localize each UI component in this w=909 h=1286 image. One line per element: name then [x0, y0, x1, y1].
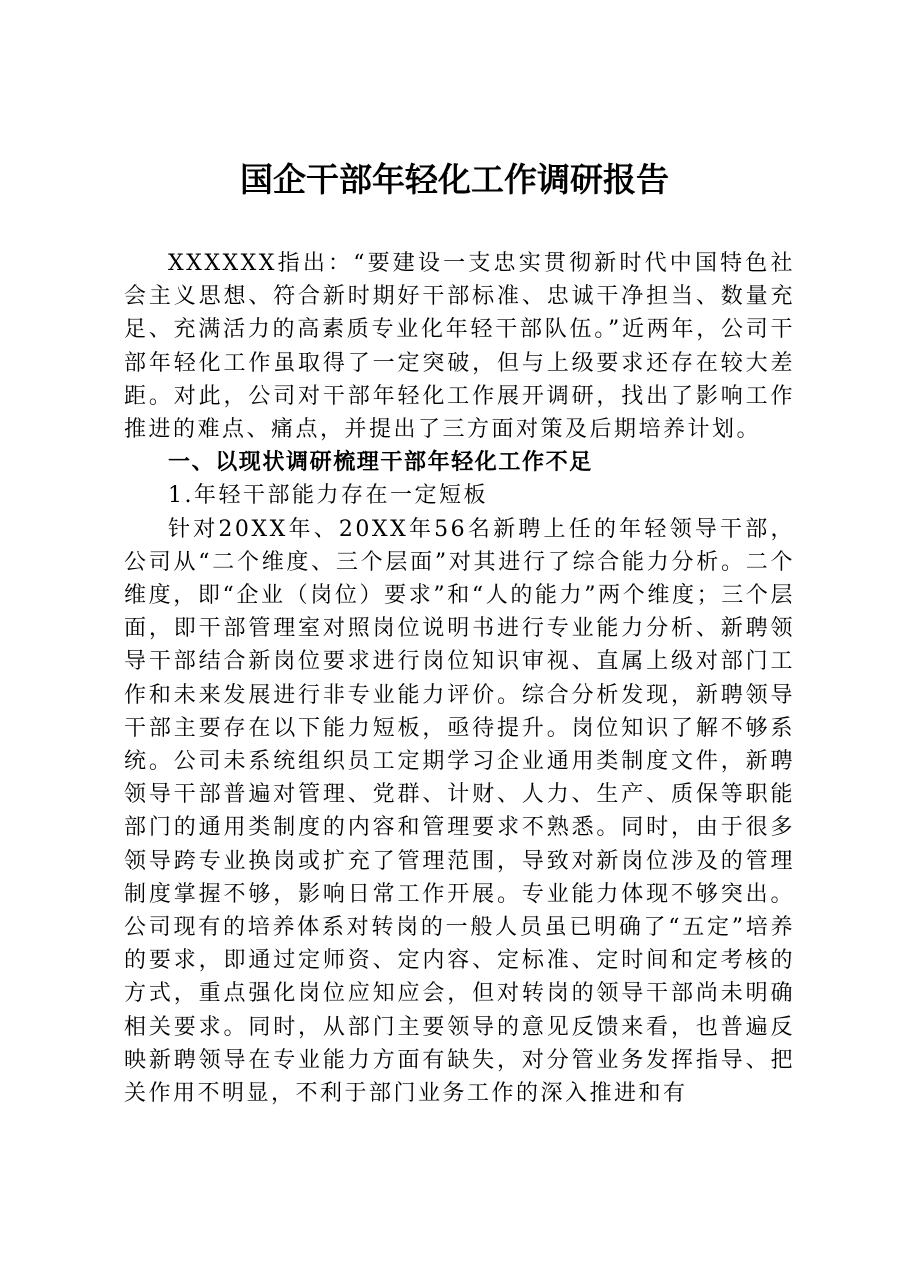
- document-body: [124, 247, 795, 1110]
- section-heading: 一、以现状调研梳理干部年轻化工作不足: [168, 450, 593, 476]
- subsection-heading: 1.年轻干部能力存在一定短板: [168, 483, 488, 509]
- document-title: 国企干部年轻化工作调研报告: [240, 160, 669, 199]
- intro-paragraph: XXXXXX指出：“要建设一支忠实贯彻新时代中国特色社会主义思想、符合新时期好干部标准、忠诚干净担当、数量充足、充满活力的高素质专业化年轻干部队伍。”近两年，公司干部年轻化工作虽取得了一定突破，但与上级要求还存在较大差距。对此，公司对干部年轻化工作展开调研，找出了影响工作推进的难点、痛点，并提出了三方面对策及后期培养计划。: [124, 251, 795, 443]
- body-paragraph: 针对20XX年、20XX年56名新聘上任的年轻领导干部，公司从“二个维度、三个层面”对其进行了综合能力分析。二个维度，即“企业（岗位）要求”和“人的能力”两个维度；三个层面，即干部管理室对照岗位说明书进行专业能力分析、新聘领导干部结合新岗位要求进行岗位知识审视、直属上级对部门工作和未来发展进行非专业能力评价。综合分析发现，新聘领导干部主要存在以下能力短板，亟待提升。岗位知识了解不够系统。公司未系统组织员工定期学习企业通用类制度文件，新聘领导干部普遍对管理、党群、计财、人力、生产、质保等职能部门的通用类制度的内容和管理要求不熟悉。同时，由于很多领导跨专业换岗或扩充了管理范围，导致对新岗位涉及的管理制度掌握不够，影响日常工作开展。专业能力体现不够突出。公司现有的培养体系对转岗的一般人员虽已明确了“五定”培养的要求，即通过定师资、定内容、定标准、定时间和定考核的方式，重点强化岗位应知应会，但对转岗的领导干部尚未明确相关要求。同时，从部门主要领导的意见反馈来看，也普遍反映新聘领导在专业能力方面有缺失，对分管业务发挥指导、把关作用不明显，不利于部门业务工作的深入推进和有: [124, 516, 795, 1107]
